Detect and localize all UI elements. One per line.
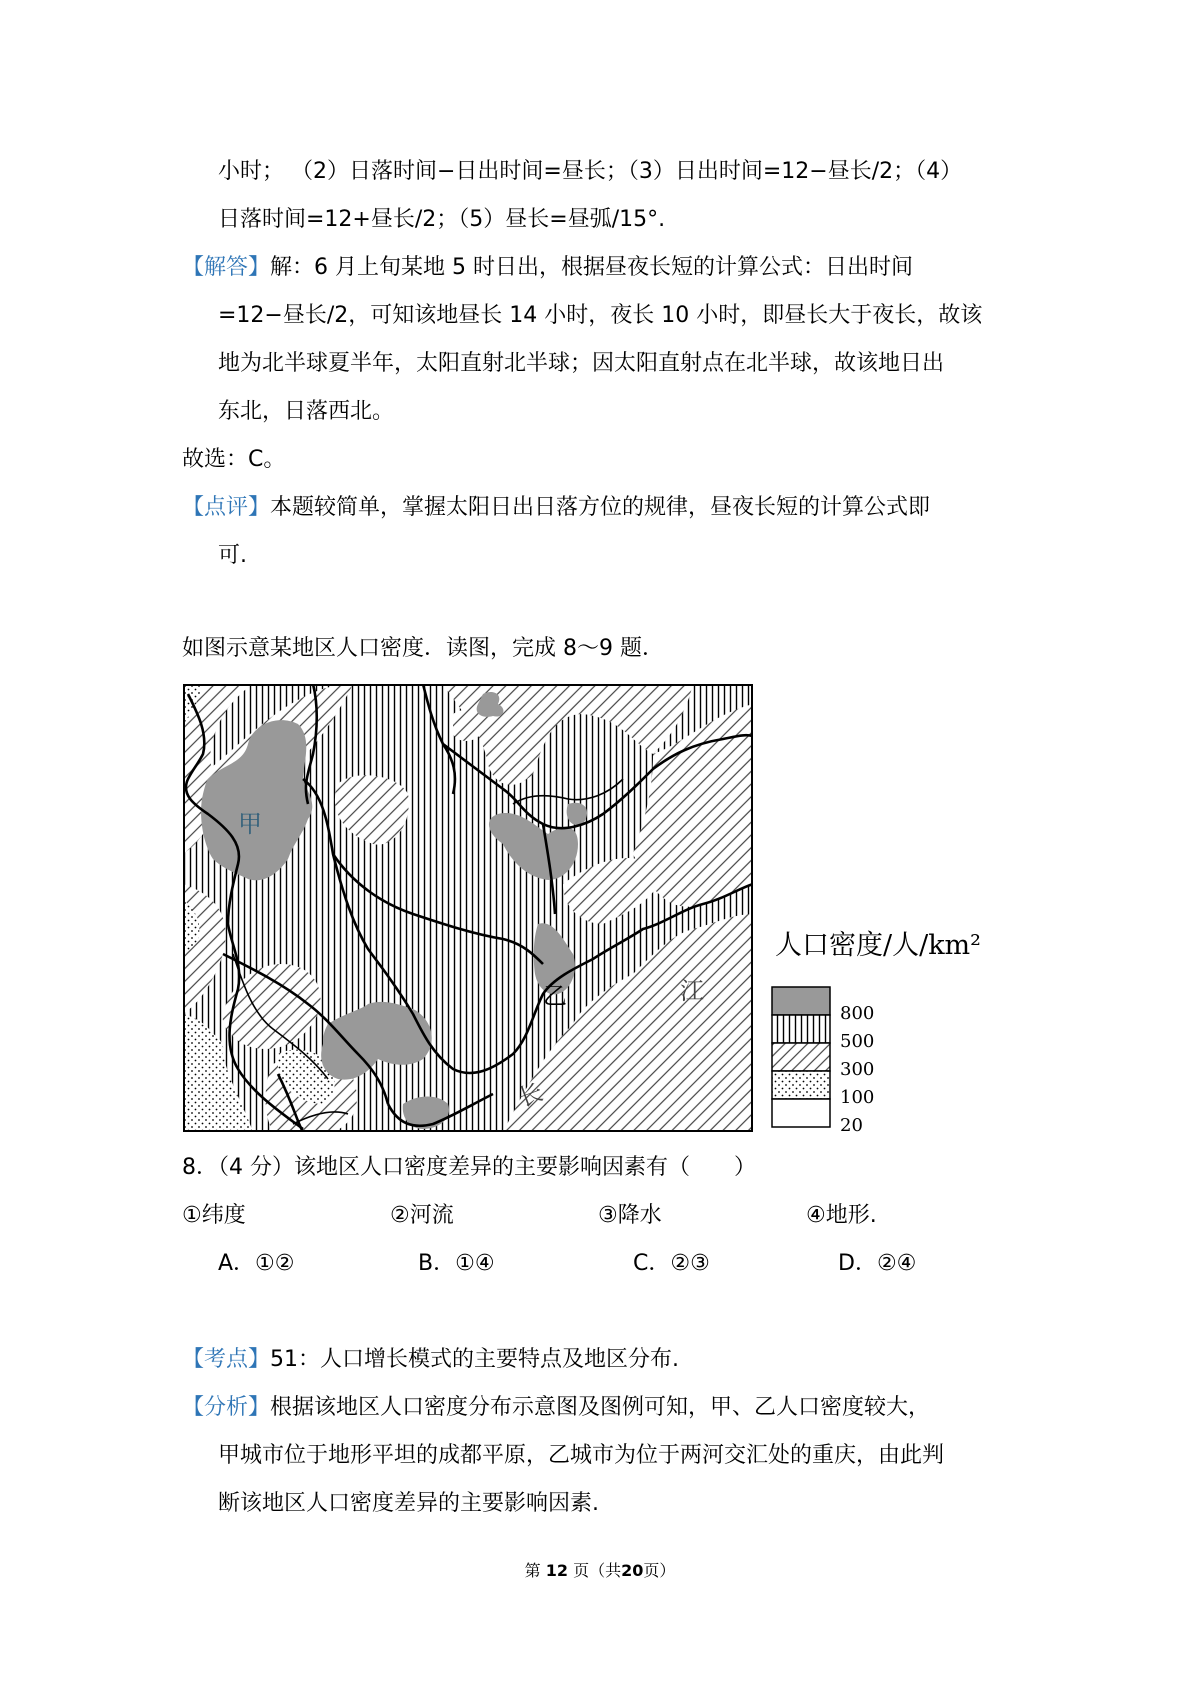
legend-value-20: 20 bbox=[840, 1115, 863, 1135]
page-total: 20 bbox=[621, 1561, 644, 1580]
page-footer bbox=[0, 1558, 1200, 1581]
map-legend bbox=[770, 985, 890, 1135]
option-a: A．①② bbox=[218, 1251, 295, 1276]
legend-value-500: 500 bbox=[840, 1031, 875, 1052]
analysis bbox=[182, 1392, 930, 1424]
text-line: 断该地区人口密度差异的主要影响因素. bbox=[218, 1491, 599, 1516]
factor-item: ③降水 bbox=[598, 1203, 662, 1228]
question-intro: 如图示意某地区人口密度．读图，完成 8～9 题． bbox=[182, 636, 664, 661]
text-line: 本题较简单，掌握太阳日出日落方位的规律，昼夜长短的计算公式即 bbox=[270, 495, 931, 520]
option-d: D．②④ bbox=[838, 1251, 917, 1276]
fenxi-tag: 【分析】 bbox=[182, 1395, 271, 1420]
jieda-tag: 【解答】 bbox=[182, 255, 271, 280]
label-chang: 长 bbox=[514, 1077, 547, 1113]
population-density-map bbox=[183, 684, 753, 1132]
dianping-tag: 【点评】 bbox=[182, 495, 271, 520]
text-line: 根据该地区人口密度分布示意图及图例可知，甲、乙人口密度较大， bbox=[270, 1395, 931, 1420]
factor-item: ①纬度 bbox=[182, 1203, 246, 1228]
question-stem: 8．（4 分）该地区人口密度差异的主要影响因素有（ ） bbox=[182, 1155, 756, 1180]
page-number: 12 bbox=[545, 1561, 568, 1580]
comment bbox=[182, 492, 930, 524]
option-b: B．①④ bbox=[418, 1251, 495, 1276]
text-line: 甲城市位于地形平坦的成都平原，乙城市为位于两河交汇处的重庆，由此判 bbox=[218, 1443, 945, 1468]
kaodian-tag: 【考点】 bbox=[182, 1347, 271, 1372]
legend-value-300: 300 bbox=[840, 1059, 875, 1080]
label-jiang: 江 bbox=[680, 977, 704, 1005]
legend-value-100: 100 bbox=[840, 1087, 875, 1108]
answer-explanation bbox=[182, 252, 913, 284]
text-line: 小时； （2）日落时间−日出时间=昼长；（3）日出时间=12−昼长/2；（4） bbox=[218, 159, 963, 184]
text-line: 日落时间=12+昼长/2；（5）昼长=昼弧/15°. bbox=[218, 207, 666, 232]
label-yi: 乙 bbox=[543, 982, 567, 1010]
footer-prefix: 第 bbox=[524, 1561, 541, 1580]
text-line: 可. bbox=[218, 543, 247, 568]
footer-suffix: 页） bbox=[643, 1561, 676, 1580]
legend-title: 人口密度/人/km² bbox=[775, 930, 981, 961]
text-line: 地为北半球夏半年，太阳直射北半球；因太阳直射点在北半球，故该地日出 bbox=[218, 351, 945, 376]
text-line: 51：人口增长模式的主要特点及地区分布. bbox=[270, 1347, 680, 1372]
text-line: =12−昼长/2，可知该地昼长 14 小时，夜长 10 小时，即昼长大于夜长，故该 bbox=[218, 303, 983, 328]
test-point bbox=[182, 1344, 679, 1376]
legend-value-800: 800 bbox=[840, 1003, 875, 1024]
option-c: C．②③ bbox=[633, 1251, 710, 1276]
text-line: 东北，日落西北。 bbox=[218, 399, 395, 424]
footer-mid: 页（共 bbox=[573, 1561, 622, 1580]
answer-choice: 故选：C。 bbox=[182, 447, 286, 472]
factor-item: ②河流 bbox=[390, 1203, 454, 1228]
label-jia: 甲 bbox=[238, 810, 262, 838]
text-line: 解：6 月上旬某地 5 时日出，根据昼夜长短的计算公式：日出时间 bbox=[270, 255, 913, 280]
factor-item: ④地形. bbox=[806, 1203, 877, 1228]
